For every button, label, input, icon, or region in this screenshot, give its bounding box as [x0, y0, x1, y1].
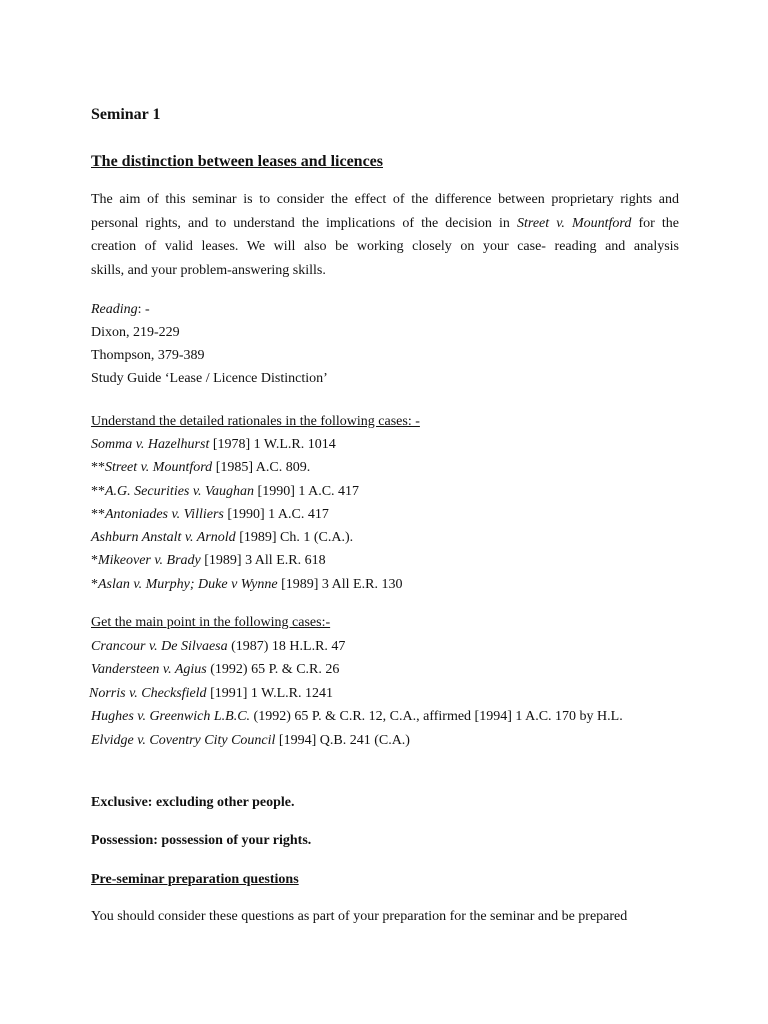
case-citation: [1990] 1 A.C. 417: [223, 507, 329, 522]
reading-suffix: : -: [137, 302, 150, 317]
case-citation: [1989] 3 All E.R. 130: [277, 577, 403, 592]
reading-item: Study Guide ‘Lease / Licence Distinction’: [91, 371, 328, 386]
exclusive-definition: Exclusive: excluding other people.: [91, 795, 295, 810]
intro-line-2-end: for the: [631, 215, 679, 231]
case-citation: [1994] Q.B. 241 (C.A.): [275, 733, 410, 748]
case-citation: [1985] A.C. 809.: [212, 460, 311, 475]
case-name: Aslan v. Murphy; Duke v Wynne: [98, 577, 278, 592]
case-item: [91, 529, 353, 547]
case-citation: (1987) 18 H.L.R. 47: [227, 639, 346, 654]
intro-line-2-start: personal rights, and to understand the implications of the decision in: [91, 215, 517, 231]
case-citation: [1989] 3 All E.R. 618: [200, 553, 326, 568]
intro-case-name: Street v. Mountford: [517, 215, 632, 231]
case-name: Somma v. Hazelhurst: [91, 437, 210, 452]
case-prefix: **: [91, 507, 105, 522]
intro-line-4: skills, and your problem-answering skills.: [91, 262, 326, 278]
case-item: [91, 436, 336, 454]
preparation-text: You should consider these questions as part of your preparation for the seminar and be prepared: [91, 909, 628, 924]
case-name: Antoniades v. Villiers: [105, 507, 224, 522]
reading-label: Reading: [91, 302, 138, 317]
case-name: Elvidge v. Coventry City Council: [91, 733, 276, 748]
reading-item: Thompson, 379-389: [91, 348, 205, 363]
case-name: Hughes v. Greenwich L.B.C.: [91, 709, 251, 724]
case-item: [91, 483, 359, 501]
case-citation: (1992) 65 P. & C.R. 26: [206, 662, 340, 677]
case-prefix: *: [91, 577, 98, 592]
possession-definition: Possession: possession of your rights.: [91, 833, 312, 848]
intro-line-1: The aim of this seminar is to consider the effect of the difference between proprietary rights and: [91, 192, 679, 207]
case-name: Crancour v. De Silvaesa: [91, 639, 228, 654]
case-item: [91, 732, 410, 750]
case-item: [91, 459, 310, 477]
intro-paragraph: [91, 188, 679, 282]
case-name: A.G. Securities v. Vaughan: [105, 484, 255, 499]
case-name: Street v. Mountford: [105, 460, 213, 475]
case-item: [91, 552, 326, 570]
case-item: [91, 506, 329, 524]
case-prefix: *: [91, 553, 98, 568]
detailed-cases-heading: Understand the detailed rationales in the following cases: -: [91, 414, 420, 429]
preparation-heading: Pre-seminar preparation questions: [91, 872, 299, 887]
case-name: Ashburn Anstalt v. Arnold: [91, 530, 236, 545]
section-title: The distinction between leases and licences: [91, 153, 383, 170]
case-item: [89, 685, 333, 703]
reading-item: Dixon, 219-229: [91, 325, 180, 340]
main-point-cases-heading: Get the main point in the following cases:-: [91, 615, 331, 630]
case-citation: (1992) 65 P. & C.R. 12, C.A., affirmed [1994] 1 A.C. 170 by H.L.: [250, 709, 623, 724]
intro-line-3: creation of valid leases. We will also be working closely on your case- reading and analysis: [91, 239, 679, 254]
case-citation: [1989] Ch. 1 (C.A.).: [235, 530, 354, 545]
case-item: [91, 661, 339, 679]
case-prefix: **: [91, 484, 105, 499]
seminar-heading: Seminar 1: [91, 106, 161, 123]
intro-line-2: [91, 212, 679, 236]
case-name: Norris v. Checksfield: [89, 686, 207, 701]
case-citation: [1990] 1 A.C. 417: [254, 484, 360, 499]
reading-heading: [91, 301, 150, 319]
case-item: [91, 638, 345, 656]
case-name: Vandersteen v. Agius: [91, 662, 207, 677]
case-prefix: **: [91, 460, 105, 475]
case-citation: [1978] 1 W.L.R. 1014: [209, 437, 336, 452]
case-name: Mikeover v. Brady: [98, 553, 201, 568]
case-citation: [1991] 1 W.L.R. 1241: [206, 686, 333, 701]
case-item: [91, 576, 402, 594]
case-item: [91, 708, 623, 726]
document-page: [91, 0, 681, 1024]
